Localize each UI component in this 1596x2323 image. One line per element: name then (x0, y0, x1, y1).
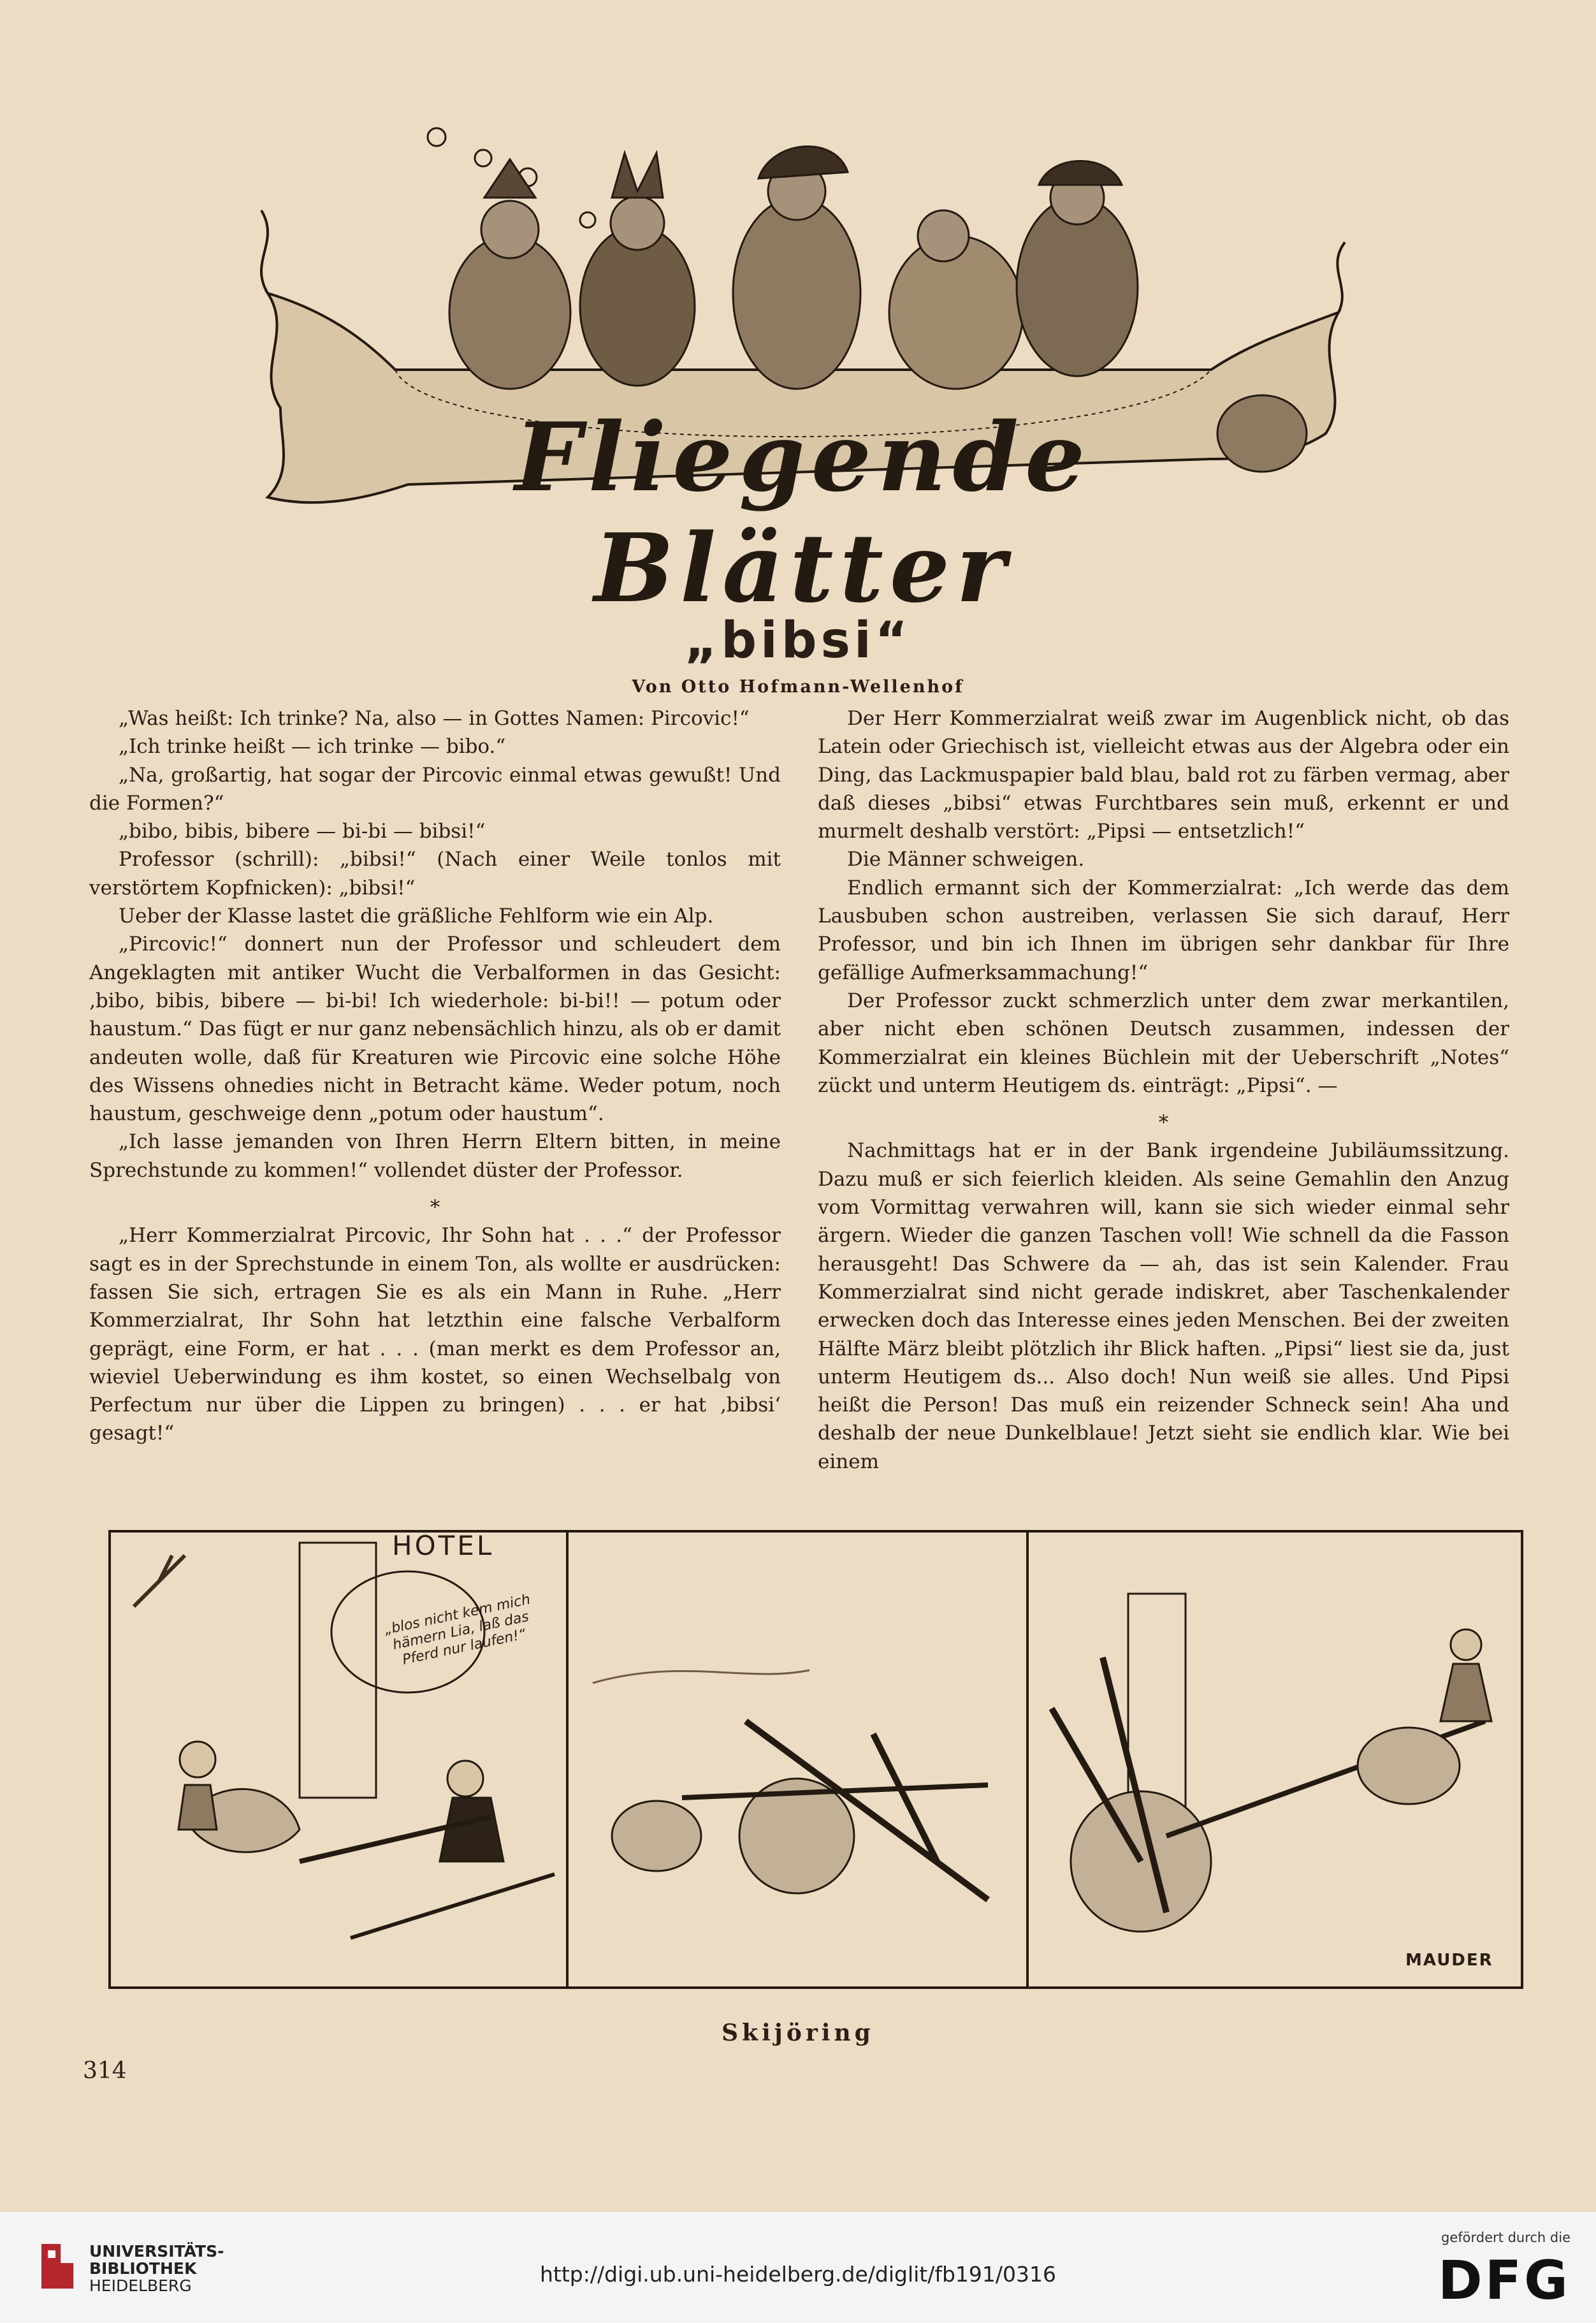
paragraph: Der Professor zuckt schmerzlich unter dem zwar merkantilen, aber nicht eben schönen Deutsch zusammen, indessen der Kommerzialrat ein kleines Büchlein mit der Ueberschrift „Notes“ zückt und unterm Heutigem ds. einträgt: „Pipsi“. — (818, 989, 1509, 1097)
paragraph: Ueber der Klasse lastet die gräßliche Fehlform wie ein Alp. (119, 905, 714, 928)
comic-drawing (108, 1530, 1523, 1989)
institution-name: UNIVERSITÄTS- BIBLIOTHEK HEIDELBERG (89, 2242, 224, 2295)
article-title: „bibsi“ (684, 612, 912, 669)
paragraph: Endlich ermannt sich der Kommerzialrat: „Ich werde das dem Lausbuben schon austreiben, verlassen Sie sich darauf, Herr Professor, und bin ich Ihnen im übrigen sehr dankbar für Ihre gefällige Aufmerksammachung!“ (818, 876, 1509, 984)
article-byline: Von Otto Hofmann-Wellenhof (632, 677, 964, 697)
section-divider: * (430, 1196, 440, 1220)
paragraph: Nachmittags hat er in der Bank irgendeine Jubiläumssitzung. Dazu muß er sich feierlich kleiden. Als seine Gemahlin den Anzug vom Vormittag verwahren will, kann sie sich wieder einmal sehr ärgern. Wieder die ganzen Taschen voll! Wie schnell da die Fasson herausgeht! Das Schwere da — ah, das ist sein Kalender. Frau Kommerzialrat sind nicht gerade indiskret, aber Taschenkalender erwecken doch das Interesse eines jeden Menschen. Bei der zweiten Hälfte März bleibt plötzlich ihr Blick haften. „Pipsi“ liest sie da, just unterm Heutigem ds... Also doch! Nun weiß sie alles. Und Pipsi heißt die Person! Das muß ein reizender Schneck sein! Aha und deshalb der neue Dunkelblaue! Jetzt sieht sie endlich klar. Wie bei einem (818, 1139, 1509, 1473)
source-url-link[interactable]: http://digi.ub.uni-heidelberg.de/diglit/fb191/0316 (539, 2262, 1057, 2287)
comic-strip (108, 1530, 1523, 1989)
paragraph: Die Männer schweigen. (847, 848, 1085, 871)
paragraph: Der Herr Kommerzialrat weiß zwar im Augenblick nicht, ob das Latein oder Griechisch ist, vielleicht etwas aus der Algebra oder ein Ding, das Lackmuspapier bald blau, bald rot zu färben vermag, aber daß dieses „bibsi“ etwas Furchtbares sein muß, erkennt er und murmelt deshalb verstört: „Pipsi — entsetzlich!“ (818, 707, 1509, 843)
paragraph: „Ich trinke heißt — ich trinke — bibo.“ (119, 735, 506, 759)
paragraph: „Pircovic!“ donnert nun der Professor und schleudert dem Angeklagten mit antiker Wucht die Verbalformen in das Gesicht: ‚bibo, bibis, bibere — bi-bi! Ich wiederhole: bi-bi!! — potum oder haustum.“ Das fügt er nur ganz nebensächlich hinzu, als ob er damit andeuten wolle, daß für Kreaturen wie Pircovic eine solche Höhe des Wissens ohnedies nicht in Betracht käme. Weder potum, noch haustum, geschweige denn „potum oder haustum“. (89, 933, 781, 1126)
dfg-logo: DFG (1437, 2249, 1571, 2312)
left-column (89, 704, 781, 1448)
footer-bar (0, 2212, 1596, 2323)
page-number: 314 (83, 2058, 127, 2084)
comic-caption: Skijöring (722, 2020, 874, 2046)
paragraph: „Was heißt: Ich trinke? Na, also — in Gottes Namen: Pircovic!“ (119, 707, 750, 730)
artist-signature: MAUDER (1405, 1951, 1493, 1970)
masthead-illustration (242, 102, 1364, 623)
paragraph: „Na, großartig, hat sogar der Pircovic einmal etwas gewußt! Und die Formen?“ (89, 763, 781, 815)
hotel-sign: HOTEL (392, 1530, 495, 1561)
paragraph: „bibo, bibis, bibere — bi-bi — bibsi!“ (119, 820, 486, 843)
section-divider: * (1158, 1111, 1169, 1135)
masthead-title: Fliegende Blätter (514, 402, 1092, 623)
funded-by-label: gefördert durch die (1441, 2230, 1571, 2245)
right-column (818, 704, 1509, 1476)
paragraph: „Ich lasse jemanden von Ihren Herrn Eltern bitten, in meine Sprechstunde zu kommen!“ vollendet düster der Professor. (89, 1130, 781, 1182)
paragraph: „Herr Kommerzialrat Pircovic, Ihr Sohn hat . . .“ der Professor sagt es in der Sprechstunde in einem Ton, als wollte er ausdrücken: fassen Sie sich, ertragen Sie es als ein Mann in Ruhe. „Herr Kommerzialrat, Ihr Sohn hat letzthin eine falsche Verbalform geprägt, eine Form, er hat . . . (man merkt es dem Professor an, wieviel Ueberwindung es ihm kostet, so einen Wechselbalg von Perfectum nur über die Lippen zu bringen) . . . er hat ‚bibsi‘ gesagt!“ (89, 1224, 781, 1445)
paragraph: Professor (schrill): „bibsi!“ (Nach einer Weile tonlos mit verstörtem Kopfnicken): „bibsi!“ (89, 848, 781, 899)
speech-bubble-text: „blos nicht kem mich hämern Lia, laß das Pferd nur laufen!“ (382, 1591, 532, 1668)
